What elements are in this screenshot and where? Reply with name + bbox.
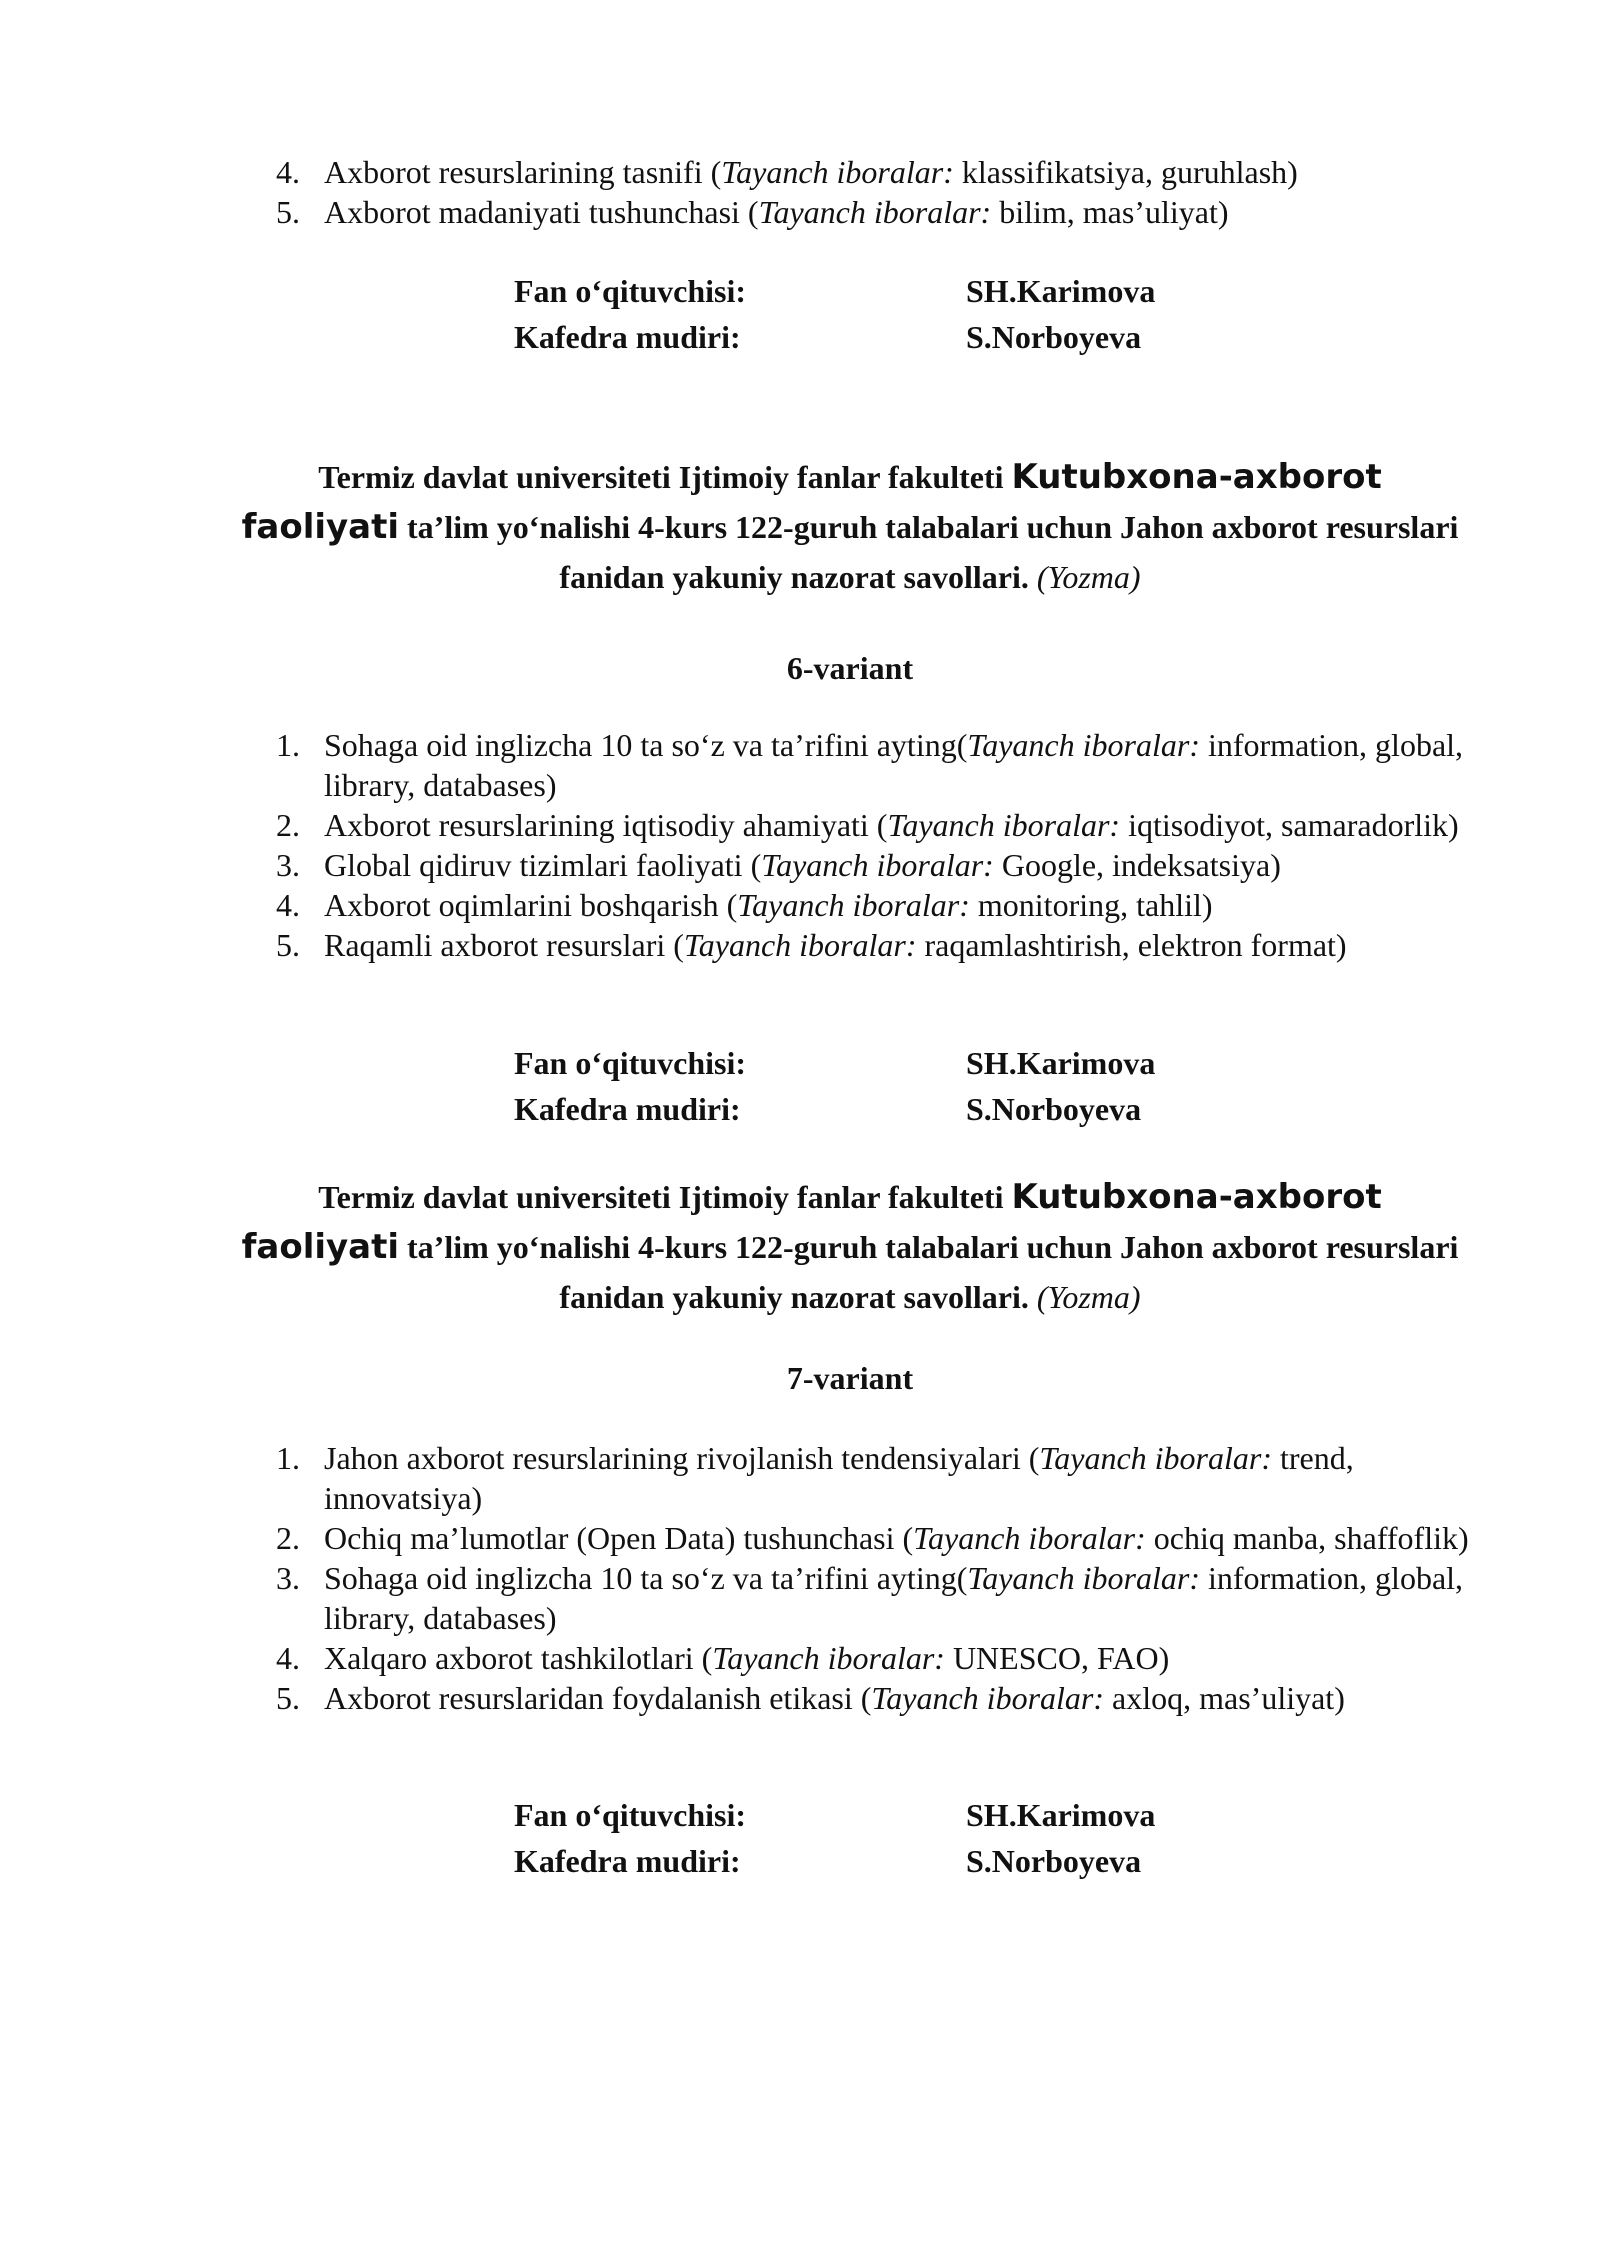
question-item: 2. Ochiq ma’lumotlar (Open Data) tushunchasi (Tayanch iboralar: ochiq manba, shaffoflik)	[276, 1520, 1469, 1556]
exam-heading: Termiz davlat universiteti Ijtimoiy fanlar fakulteti Kutubxona-axborot faoliyati ta’lim yo‘nalishi 4-kurs 122-guruh talabalari uchun Jahon axborot resurslari fanidan yakuniy nazorat savollari. (Yozma)	[241, 457, 1459, 595]
signature-block	[514, 1792, 1214, 1884]
question-item: 3. Global qidiruv tizimlari faoliyati (Tayanch iboralar: Google, indeksatsiya)	[276, 847, 1281, 883]
teacher-name: SH.Karimova	[966, 273, 1156, 309]
teacher-role: Fan o‘qituvchisi:	[514, 1797, 747, 1833]
head-role: Kafedra mudiri:	[514, 319, 741, 355]
head-name: S.Norboyeva	[966, 319, 1142, 355]
question-item: 4. Axborot oqimlarini boshqarish (Tayanch iboralar: monitoring, tahlil)	[276, 887, 1213, 923]
question-item: 4. Axborot resurslarining tasnifi (Tayanch iboralar: klassifikatsiya, guruhlash)	[276, 154, 1298, 190]
head-role: Kafedra mudiri:	[514, 1843, 741, 1879]
variant-title: 7-variant	[786, 1360, 914, 1396]
teacher-role: Fan o‘qituvchisi:	[514, 1045, 747, 1081]
signature-block	[514, 1040, 1214, 1132]
question-item: 4. Xalqaro axborot tashkilotlari (Tayanch iboralar: UNESCO, FAO)	[276, 1640, 1170, 1676]
variant-title: 6-variant	[786, 650, 914, 686]
question-list	[276, 1438, 1496, 1718]
signature-block	[514, 268, 1214, 360]
head-role: Kafedra mudiri:	[514, 1091, 741, 1127]
question-item: 3. Sohaga oid inglizcha 10 ta so‘z va ta’rifini ayting(Tayanch iboralar: information, global, library, databases)	[276, 1560, 1464, 1636]
question-list-continued	[276, 152, 1496, 232]
exam-heading: Termiz davlat universiteti Ijtimoiy fanlar fakulteti Kutubxona-axborot faoliyati ta’lim yo‘nalishi 4-kurs 122-guruh talabalari uchun Jahon axborot resurslari fanidan yakuniy nazorat savollari. (Yozma)	[241, 1177, 1459, 1315]
question-item: 5. Axborot resurslaridan foydalanish etikasi (Tayanch iboralar: axloq, mas’uliyat)	[276, 1680, 1345, 1716]
question-item: 5. Axborot madaniyati tushunchasi (Tayanch iboralar: bilim, mas’uliyat)	[276, 194, 1229, 230]
teacher-name: SH.Karimova	[966, 1797, 1156, 1833]
question-item: 1. Sohaga oid inglizcha 10 ta so‘z va ta’rifini ayting(Tayanch iboralar: information, global, library, databases)	[276, 727, 1464, 803]
question-list	[276, 725, 1496, 965]
teacher-role: Fan o‘qituvchisi:	[514, 273, 747, 309]
question-item: 5. Raqamli axborot resurslari (Tayanch iboralar: raqamlashtirish, elektron format)	[276, 927, 1347, 963]
head-name: S.Norboyeva	[966, 1843, 1142, 1879]
question-item: 2. Axborot resurslarining iqtisodiy ahamiyati (Tayanch iboralar: iqtisodiyot, samaradorlik)	[276, 807, 1459, 843]
head-name: S.Norboyeva	[966, 1091, 1142, 1127]
question-item: 1. Jahon axborot resurslarining rivojlanish tendensiyalari (Tayanch iboralar: trend, innovatsiya)	[276, 1440, 1354, 1516]
teacher-name: SH.Karimova	[966, 1045, 1156, 1081]
